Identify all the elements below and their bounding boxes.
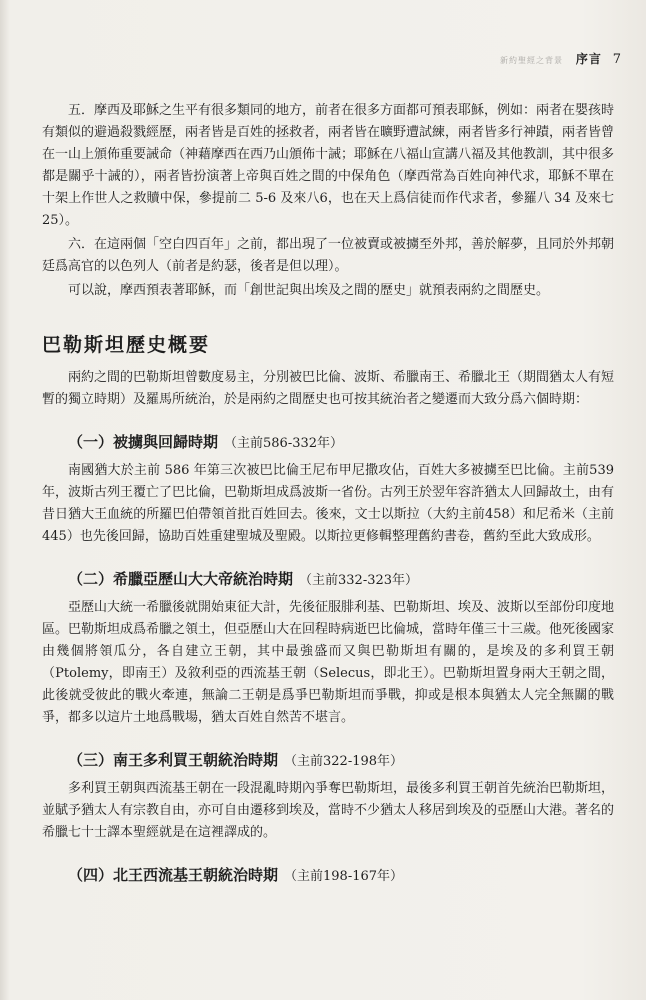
paragraph: 六．在這兩個「空白四百年」之前，都出現了一位被賣或被擄至外邦，善於解夢，且同於外邦朝廷爲高官的以色列人（前者是約瑟，後者是但以理）。 [42, 237, 615, 274]
period-date: （主前586-332年） [224, 436, 344, 451]
period-heading [42, 864, 614, 885]
period-heading-text: （一）被擄與回歸時期 [68, 433, 219, 451]
period-heading-text: （四）北王西流基王朝統治時期 [68, 866, 279, 884]
period-date: （主前332-323年） [299, 573, 419, 588]
period-heading-text: （二）希臘亞歷山大大帝統治時期 [68, 570, 294, 588]
section-intro: 兩約之間的巴勒斯坦曾數度易主，分別被巴比倫、波斯、希臘南王、希臘北王（期間猶太人有短暫的獨立時期）及羅馬所統治，於是兩約之間歷史也可按其統治者之變遷而大致分爲六個時期： [42, 370, 615, 407]
page-number: 7 [612, 52, 622, 67]
running-section-title: 序言 [575, 52, 602, 66]
period-body: 亞歷山大統一希臘後就開始東征大計，先後征服腓利基、巴勒斯坦、埃及、波斯以至部份印度地區。巴勒斯坦成爲希臘之領土，但亞歷山大在回程時病逝巴比倫城，當時年僅三十三歲。他死後國家由幾個將領瓜分，各自建立王朝，其中最強盛而又與巴勒斯坦有關的，是埃及的多利買王朝（Ptolemy，即南王）及敘利亞的西流基王朝（Selecus，即北王）。巴勒斯坦置身兩大王朝之間，此後就受彼此的戰火牽連，無論二王朝是爲爭巴勒斯坦而爭戰，抑或是根本與猶太人完全無關的戰爭，都多以這片土地爲戰場，猶太百姓自然苦不堪言。 [42, 600, 615, 725]
period-date: （主前322-198年） [284, 754, 404, 769]
page-header [500, 50, 622, 67]
paragraph: 可以說，摩西預表著耶穌，而「創世記與出埃及之間的歷史」就預表兩約之間歷史。 [68, 283, 550, 298]
period-body: 南國猶大於主前 586 年第三次被巴比倫王尼布甲尼撒攻佔，百姓大多被擄至巴比倫。主前539年，波斯古列王覆亡了巴比倫，巴勒斯坦成爲波斯一省份。古列王於翌年容許猶太人回歸故土，由有昔日猶大王血統的所羅巴伯帶領首批百姓回去。後來，文士以斯拉（大約主前458）和尼希米（主前445）也先後回歸，協助百姓重建聖城及聖殿。以斯拉更修輯整理舊約書卷，舊約至此大致成形。 [42, 463, 615, 544]
period-body: 多利買王朝與西流基王朝在一段混亂時期內爭奪巴勒斯坦，最後多利買王朝首先統治巴勒斯坦，並賦予猶太人有宗教自由，亦可自由遷移到埃及，當時不少猶太人移居到埃及的亞歷山大港。著名的希臘七十士譯本聖經就是在這裡譯成的。 [42, 781, 615, 840]
page-content [42, 100, 614, 893]
running-series-title: 新約聖經之背景 [500, 56, 564, 65]
period-date: （主前198-167年） [284, 869, 404, 884]
period-heading-text: （三）南王多利買王朝統治時期 [68, 751, 279, 769]
period-heading [42, 568, 614, 589]
period-heading [42, 749, 614, 770]
period-heading [42, 431, 614, 452]
paragraph: 五．摩西及耶穌之生平有很多類同的地方，前者在很多方面都可預表耶穌，例如：兩者在嬰孩時有類似的避過殺戮經歷，兩者皆是百姓的拯救者，兩者皆在曠野遭試練，兩者皆多行神蹟，兩者皆曾在一山上頒佈重要誡命（神藉摩西在西乃山頒佈十誡；耶穌在八福山宣講八福及其他教訓，其中很多都是關乎十誡的），兩者皆扮演著上帝與百姓之間的中保角色（摩西常為百姓向神代求，耶穌不單在十架上作世人之救贖中保，參提前二 5-6 及來八6，也在天上爲信徒而作代求者，參羅八 34 及來七 25）。 [42, 103, 615, 228]
section-title: 巴勒斯坦歷史概要 [42, 334, 211, 356]
